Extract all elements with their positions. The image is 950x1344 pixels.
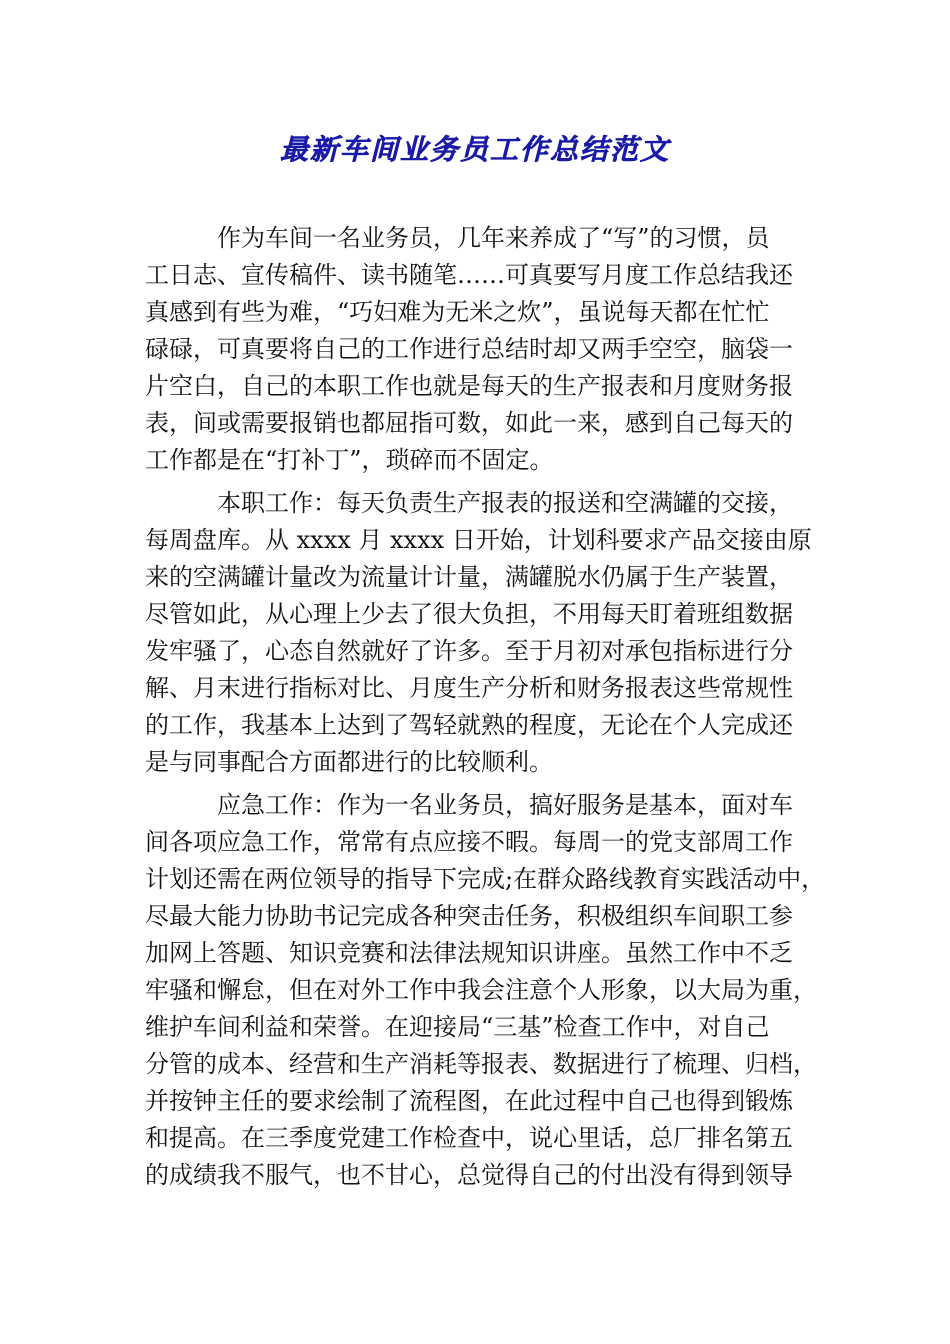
text-line: 解、月末进行指标对比、月度生产分析和财务报表这些常规性: [145, 674, 793, 702]
text-line: 应急工作：作为一名业务员，搞好服务是基本，面对车: [217, 791, 793, 819]
text-line: 维护车间利益和荣誉。在迎接局“三基”检查工作中，对自己: [145, 1013, 770, 1041]
paragraph: [145, 787, 826, 1194]
text-line: 并按钟主任的要求绘制了流程图，在此过程中自己也得到锻炼: [145, 1087, 793, 1115]
text-line: 片空白，自己的本职工作也就是每天的生产报表和月度财务报: [145, 372, 793, 400]
text-line: 碌碌，可真要将自己的工作进行总结时却又两手空空，脑袋一: [145, 335, 793, 363]
text-line: 表，间或需要报销也都屈指可数，如此一来，感到自己每天的: [145, 409, 793, 437]
text-line: 作为车间一名业务员，几年来养成了“写”的习惯，员: [217, 224, 770, 252]
text-line: 的工作，我基本上达到了驾轻就熟的程度，无论在个人完成还: [145, 711, 793, 739]
text-line: 是与同事配合方面都进行的比较顺利。: [145, 748, 553, 776]
document-title: 最新车间业务员工作总结范文: [279, 133, 670, 166]
text-line: 和提高。在三季度党建工作检查中，说心里话，总厂排名第五: [145, 1124, 793, 1152]
document-body: [145, 220, 826, 1200]
text-line: 计划还需在两位领导的指导下完成;在群众路线教育实践活动中，: [145, 865, 826, 893]
text-line: 分管的成本、经营和生产消耗等报表、数据进行了梳理、归档，: [145, 1050, 817, 1078]
text-line: 间各项应急工作，常常有点应接不暇。每周一的党支部周工作: [145, 828, 793, 856]
text-line: 尽最大能力协助书记完成各种突击任务，积极组织车间职工参: [145, 902, 793, 930]
text-line: 尽管如此，从心理上少去了很大负担，不用每天盯着班组数据: [145, 600, 793, 628]
text-line: 每周盘库。从 xxxx 月 xxxx 日开始，计划科要求产品交接由原: [145, 526, 812, 554]
text-line: 发牢骚了，心态自然就好了许多。至于月初对承包指标进行分: [145, 637, 793, 665]
text-line: 来的空满罐计量改为流量计计量，满罐脱水仍属于生产装置，: [145, 563, 793, 591]
text-line: 工日志、宣传稿件、读书随笔……可真要写月度工作总结我还: [145, 261, 793, 289]
text-line: 本职工作：每天负责生产报表的报送和空满罐的交接，: [217, 489, 793, 517]
text-line: 加网上答题、知识竞赛和法律法规知识讲座。虽然工作中不乏: [145, 939, 793, 967]
paragraph: [145, 485, 812, 781]
text-line: 的成绩我不服气，也不甘心，总觉得自己的付出没有得到领导: [145, 1161, 793, 1189]
text-line: 真感到有些为难，“巧妇难为无米之炊”，虽说每天都在忙忙: [145, 298, 770, 326]
text-line: 工作都是在“打补丁”，琐碎而不固定。: [145, 446, 554, 474]
paragraph: [145, 220, 807, 479]
text-line: 牢骚和懈怠，但在对外工作中我会注意个人形象，以大局为重，: [145, 976, 817, 1004]
